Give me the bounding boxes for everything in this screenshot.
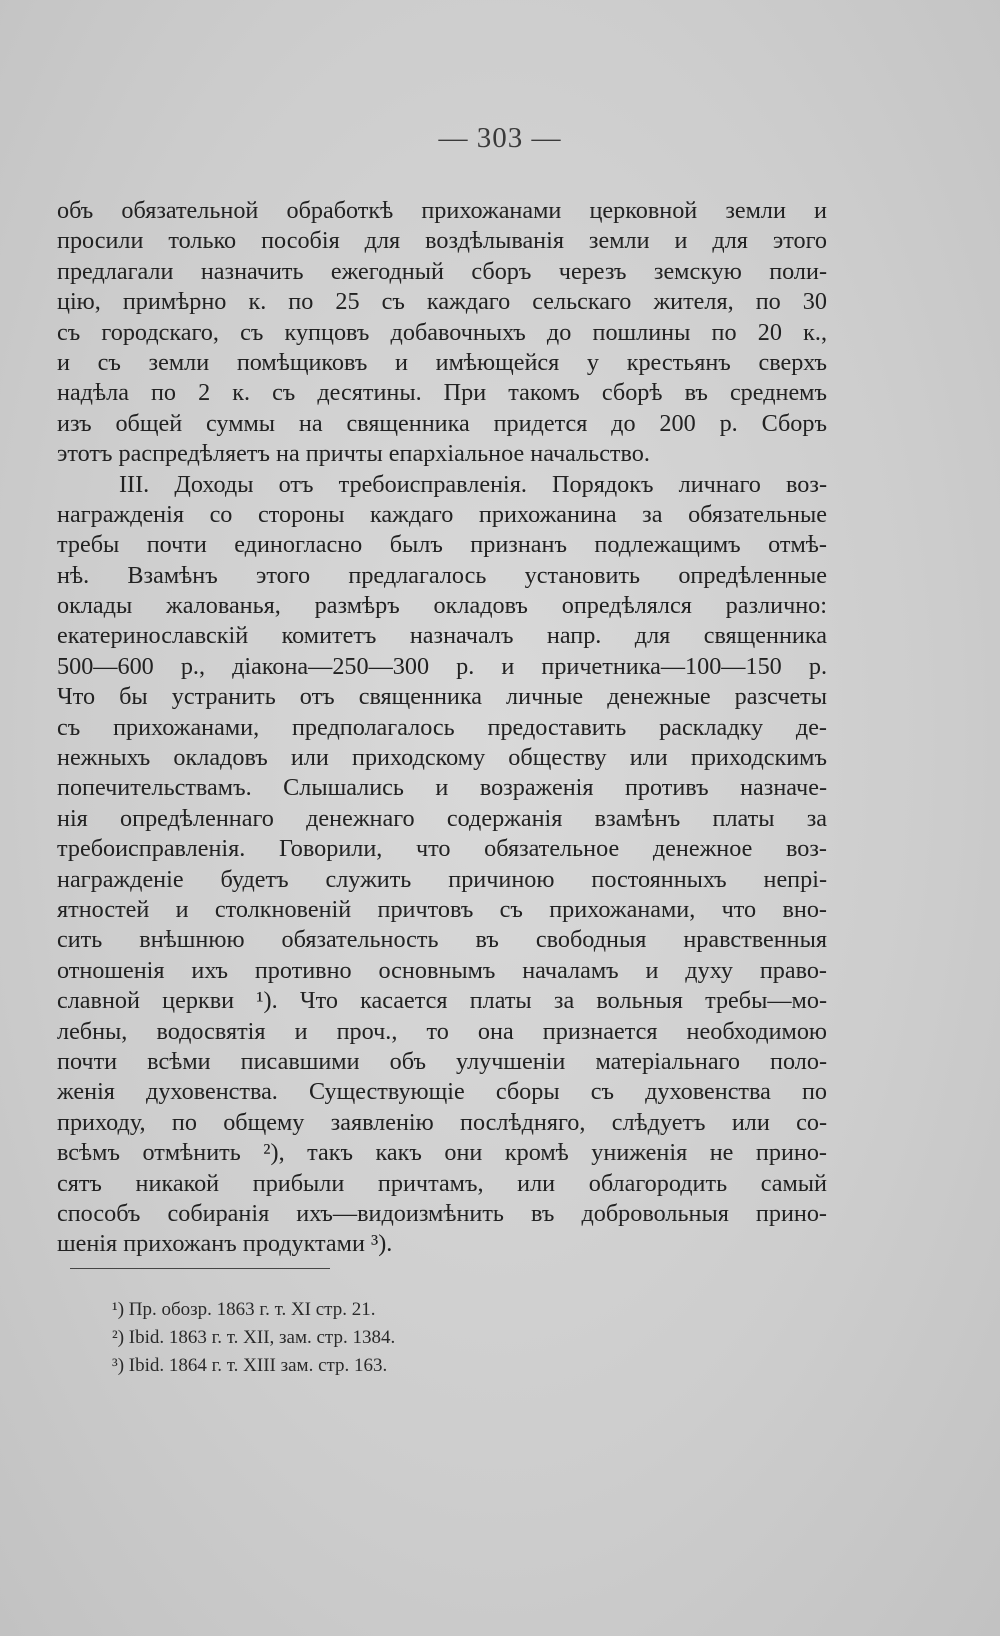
text-line: съ городскаго, съ купцовъ добавочныхъ до пошлины по 20 к., <box>57 318 827 346</box>
text-line: предлагали назначить ежегодный сборъ черезъ земскую поли- <box>57 257 827 285</box>
text-line: изъ общей суммы на священника придется до 200 р. Сборъ <box>57 409 827 437</box>
section-heading-line: III. Доходы отъ требоисправленія. Порядокъ личнаго воз- <box>119 470 827 498</box>
text-line: оклады жалованья, размѣръ окладовъ опредѣлялся различно: <box>57 592 827 620</box>
text-line: съ прихожанами, предполагалось предоставить раскладку де- <box>57 713 827 741</box>
footnotes <box>112 1296 395 1380</box>
footnote-3: ³) Ibid. 1864 г. т. XIII зам. стр. 163. <box>112 1355 388 1376</box>
text-line: попечительствамъ. Слышались и возраженія противъ назначе- <box>57 774 827 802</box>
text-line: способъ собиранія ихъ—видоизмѣнить въ добровольныя прино- <box>57 1199 827 1227</box>
text-line: сятъ никакой прибыли причтамъ, или облагородить самый <box>57 1169 827 1197</box>
text-line: всѣмъ отмѣнить ²), такъ какъ они кромѣ униженія не прино- <box>57 1139 827 1167</box>
text-line: лебны, водосвятія и проч., то она признается необходимою <box>57 1017 827 1045</box>
footnote-1: ¹) Пр. обозр. 1863 г. т. XI стр. 21. <box>112 1299 376 1320</box>
text-line: сить внѣшнюю обязательность въ свободныя нравственныя <box>57 926 827 954</box>
text-line: и съ земли помѣщиковъ и имѣющейся у крестьянъ сверхъ <box>57 348 827 376</box>
text-line: женія духовенства. Существующіе сборы съ духовенства по <box>57 1078 827 1106</box>
text-line: почти всѣми писавшими объ улучшеніи матеріальнаго поло- <box>57 1047 827 1075</box>
text-line: этотъ распредѣляетъ на причты епархіальное начальство. <box>57 440 650 468</box>
text-line: отношенія ихъ противно основнымъ началамъ и духу право- <box>57 956 827 984</box>
text-line: приходу, по общему заявленію послѣдняго, слѣдуетъ или со- <box>57 1108 827 1136</box>
footnote-divider <box>70 1268 330 1269</box>
text-line: награжденіе будетъ служить причиною постоянныхъ непрі- <box>57 865 827 893</box>
text-line: просили только пособія для воздѣлыванія земли и для этого <box>57 227 827 255</box>
footnote-2: ²) Ibid. 1863 г. т. XII, зам. стр. 1384. <box>112 1327 396 1348</box>
text-line: нія опредѣленнаго денежнаго содержанія взамѣнъ платы за <box>57 804 827 832</box>
text-line: шенія прихожанъ продуктами ³). <box>57 1230 393 1258</box>
body-text <box>57 196 827 1260</box>
text-line: Что бы устранить отъ священника личные денежные разсчеты <box>57 683 827 711</box>
text-line: екатеринославскій комитетъ назначалъ напр. для священника <box>57 622 827 650</box>
text-line: ятностей и столкновеній причтовъ съ прихожанами, что вно- <box>57 895 827 923</box>
text-line: требы почти единогласно былъ признанъ подлежащимъ отмѣ- <box>57 531 827 559</box>
text-line: цію, примѣрно к. по 25 съ каждаго сельскаго жителя, по 30 <box>57 288 827 316</box>
text-line: нежныхъ окладовъ или приходскому обществу или приходскимъ <box>57 744 827 772</box>
text-line: объ обязательной обработкѣ прихожанами церковной земли и <box>57 197 827 224</box>
text-line: 500—600 р., діакона—250—300 р. и причетника—100—150 р. <box>57 652 827 680</box>
text-line: надѣла по 2 к. съ десятины. При такомъ сборѣ въ среднемъ <box>57 379 827 407</box>
text-line: требоисправленія. Говорили, что обязательное денежное воз- <box>57 835 827 863</box>
text-line: нѣ. Взамѣнъ этого предлагалось установить опредѣленные <box>57 561 827 589</box>
text-line: славной церкви ¹). Что касается платы за вольныя требы—мо- <box>57 987 827 1015</box>
page-number: — 303 — <box>438 122 562 154</box>
text-line: награжденія со стороны каждаго прихожанина за обязательные <box>57 500 827 528</box>
